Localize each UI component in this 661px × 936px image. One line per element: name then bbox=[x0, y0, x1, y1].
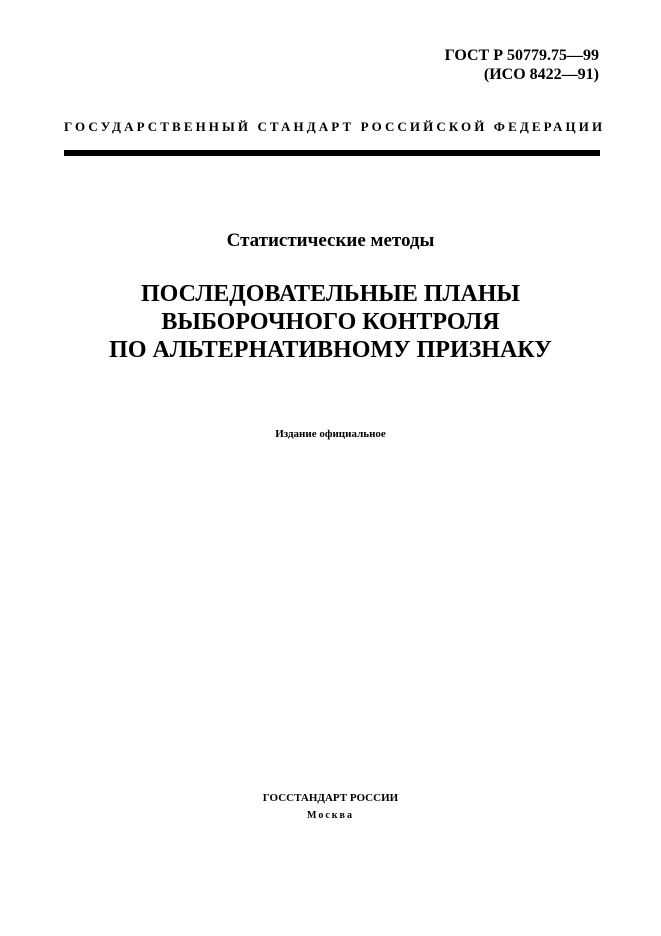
standard-number: ГОСТ Р 50779.75—99 bbox=[444, 47, 599, 64]
category-heading: Статистические методы bbox=[226, 230, 435, 251]
title-line: ПОСЛЕДОВАТЕЛЬНЫЕ ПЛАНЫ bbox=[141, 281, 520, 307]
document-title bbox=[0, 280, 661, 364]
title-line: ПО АЛЬТЕРНАТИВНОМУ ПРИЗНАКУ bbox=[109, 337, 552, 363]
state-standard-heading: ГОСУДАРСТВЕННЫЙ СТАНДАРТ РОССИЙСКОЙ ФЕДЕРАЦИИ bbox=[64, 119, 606, 134]
header-divider bbox=[64, 150, 600, 156]
publisher-name: ГОССТАНДАРТ РОССИИ bbox=[262, 792, 399, 804]
edition-note: Издание официальное bbox=[275, 428, 386, 440]
iso-reference: (ИСО 8422—91) bbox=[483, 66, 599, 83]
publication-city: Москва bbox=[307, 810, 354, 821]
title-line: ВЫБОРОЧНОГО КОНТРОЛЯ bbox=[161, 309, 500, 335]
document-code-block bbox=[445, 46, 599, 84]
